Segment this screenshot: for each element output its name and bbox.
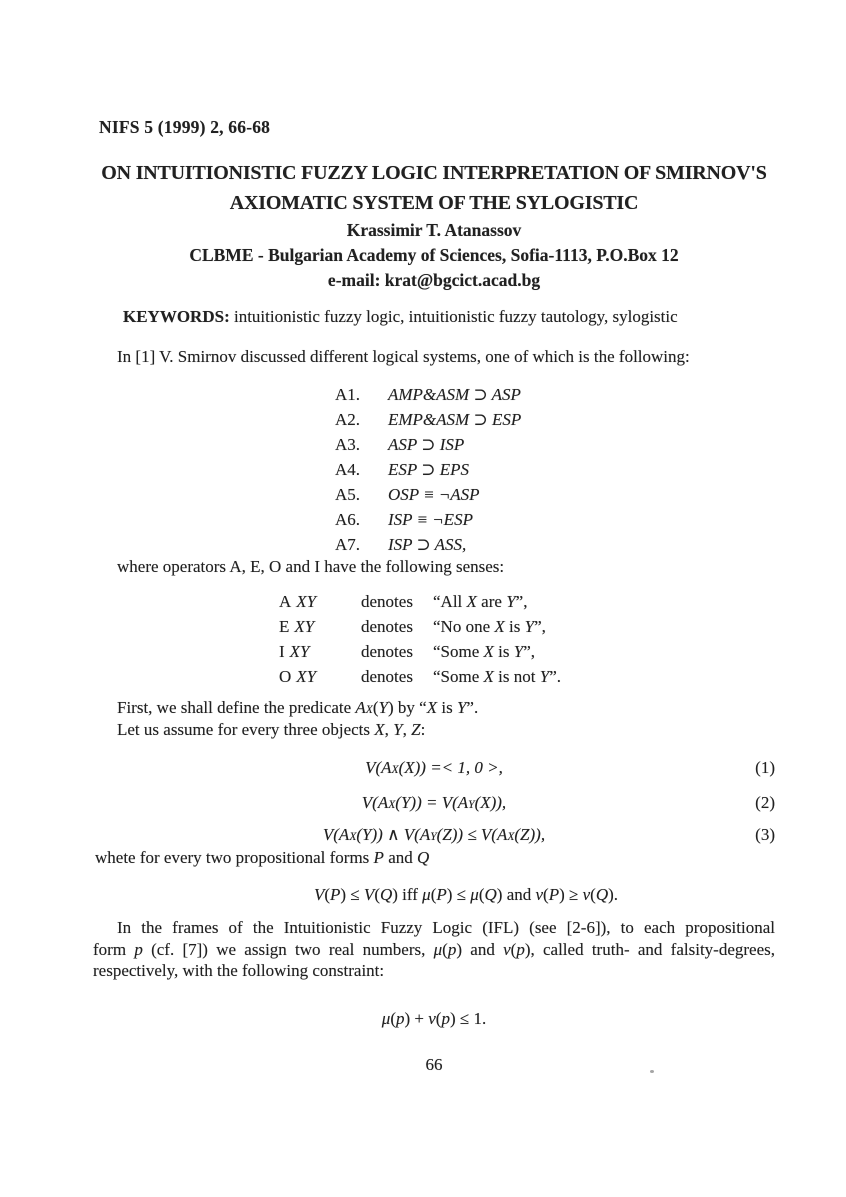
keywords-text: intuitionistic fuzzy logic, intuitionistic fuzzy tautology, sylogistic: [229, 307, 678, 326]
axiom-formula: OSP ≡ ¬ASP: [388, 485, 480, 504]
axiom-row: [335, 382, 521, 407]
sense-verb: denotes: [361, 617, 413, 636]
operator-senses-table: [279, 589, 561, 689]
sense-verb: denotes: [361, 667, 413, 686]
axiom-formula: ISP ≡ ¬ESP: [388, 510, 473, 529]
keywords-label: KEYWORDS:: [123, 307, 230, 326]
axiom-formula: AMP&ASM ⊃ ASP: [388, 385, 521, 404]
sense-meaning: “No one X is Y”,: [433, 617, 546, 636]
axiom-formula: ESP ⊃ EPS: [388, 460, 469, 479]
axiom-row: [335, 532, 521, 557]
keywords-line: [123, 306, 775, 328]
equation-1-formula: $V(A_X(X)) =< 1$, 0 >,: [365, 758, 503, 777]
axiom-row: [335, 482, 521, 507]
axiom-label: A5.: [335, 485, 361, 504]
sense-row: [279, 664, 561, 689]
paper-title: [93, 158, 775, 218]
axiom-label: A3.: [335, 435, 361, 454]
axiom-label: A4.: [335, 460, 361, 479]
equation-1-number: (1): [755, 758, 775, 777]
assumption-line: Let us assume for every three objects X, Y, Z:: [117, 720, 426, 739]
author-name: Krassimir T. Atanassov: [346, 220, 522, 240]
axiom-row: [335, 457, 521, 482]
order-definition-formula: V(P) ≤ V(Q) iff μ(P) ≤ μ(Q) and ν(P) ≥ ν(Q).: [313, 885, 619, 904]
email-line: e-mail: krat@bgcict.acad.bg: [327, 270, 541, 290]
predicate-definition-line: First, we shall define the predicate $A_X(Y)$ by “X is Y”.: [117, 698, 479, 717]
closing-line-1: In the frames of the Intuitionistic Fuzzy Logic (IFL) (see [2-6]), to each propositional: [117, 918, 775, 937]
axiom-row: [335, 407, 521, 432]
constraint-formula: μ(p) + ν(p) ≤ 1.: [381, 1009, 487, 1028]
equation-3-formula: $V(A_X(Y))$ ∧ $V(A_Y(Z)) \le V(A_X(Z))$,: [322, 825, 546, 844]
sense-meaning: “All X are Y”,: [433, 592, 528, 611]
sense-verb: denotes: [361, 592, 413, 611]
equation-3: [93, 824, 775, 846]
affiliation: CLBME - Bulgarian Academy of Sciences, Sofia-1113, P.O.Box 12: [189, 245, 679, 265]
sense-row: [279, 639, 561, 664]
sense-row: [279, 614, 561, 639]
propositional-forms-line: whete for every two propositional forms P and Q: [95, 848, 430, 867]
sense-term: A XY: [279, 592, 317, 611]
axiom-label: A7.: [335, 535, 361, 554]
axiom-row: [335, 432, 521, 457]
sense-row: [279, 589, 561, 614]
equation-3-number: (3): [755, 825, 775, 844]
equation-1: [93, 757, 775, 779]
closing-line-3: respectively, with the following constraint:: [93, 961, 385, 981]
paper-title-line-2: AXIOMATIC SYSTEM OF THE SYLOGISTIC: [229, 192, 639, 214]
sense-term: O XY: [279, 667, 317, 686]
sense-term: I XY: [279, 642, 310, 661]
equation-2-formula: $V(A_X(Y)) = V(A_Y(X))$,: [361, 793, 507, 812]
axiom-label: A1.: [335, 385, 361, 404]
axiom-formula: ISP ⊃ ASS,: [388, 535, 467, 554]
closing-paragraph: [93, 917, 775, 982]
axiom-label: A6.: [335, 510, 361, 529]
axiom-formula: ASP ⊃ ISP: [388, 435, 465, 454]
title-block: [93, 158, 775, 293]
where-operators-line: where operators A, E, O and I have the following senses:: [117, 557, 505, 576]
sense-meaning: “Some X is Y”,: [433, 642, 536, 661]
intro-paragraph: In [1] V. Smirnov discussed different logical systems, one of which is the following:: [117, 347, 690, 366]
axiom-list: [335, 382, 521, 557]
axiom-label: A2.: [335, 410, 361, 429]
sense-meaning: “Some X is not Y”.: [433, 667, 561, 686]
paper-title-line-1: ON INTUITIONISTIC FUZZY LOGIC INTERPRETATION OF SMIRNOV'S: [101, 162, 767, 184]
equation-2-number: (2): [755, 793, 775, 812]
journal-reference: NIFS 5 (1999) 2, 66-68: [99, 117, 271, 137]
sense-verb: denotes: [361, 642, 413, 661]
closing-line-2: form p (cf. [7]) we assign two real numbers, μ(p) and ν(p), called truth- and falsity-degrees,: [93, 939, 775, 959]
page-number: 66: [425, 1055, 443, 1074]
sense-term: E XY: [279, 617, 315, 636]
scan-speck: [650, 1070, 654, 1073]
equation-2: [93, 792, 775, 814]
axiom-formula: EMP&ASM ⊃ ESP: [388, 410, 522, 429]
axiom-row: [335, 507, 521, 532]
